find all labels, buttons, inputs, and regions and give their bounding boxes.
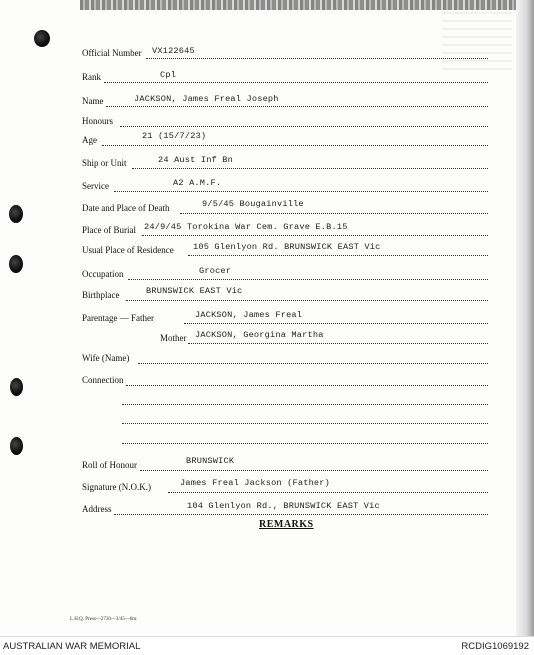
- rank-value: Cpl: [160, 70, 177, 80]
- bleed-through-text: [442, 10, 512, 70]
- punch-hole-4: [10, 437, 23, 455]
- occupation-value: Grocer: [199, 266, 232, 276]
- usual-residence-label: Usual Place of Residence: [82, 245, 174, 255]
- signature-line: [168, 491, 488, 493]
- wife-line: [138, 362, 488, 364]
- place-of-burial-value: 24/9/45 Torokina War Cem. Grave E.B.15: [144, 222, 348, 232]
- birthplace-value: BRUNSWICK EAST Vic: [146, 286, 243, 296]
- father-label: Parentage — Father: [82, 313, 154, 323]
- ship-or-unit-value: 24 Aust Inf Bn: [158, 155, 233, 165]
- connection-line-1: [126, 384, 488, 386]
- archive-name: AUSTRALIAN WAR MEMORIAL: [3, 641, 141, 652]
- birthplace-line: [126, 299, 488, 301]
- age-value: 21 (15/7/23): [142, 131, 207, 141]
- rank-label: Rank: [82, 72, 101, 82]
- mother-line: [188, 342, 488, 344]
- archive-footer: [0, 636, 534, 655]
- remarks-heading: REMARKS: [259, 519, 314, 530]
- roll-of-honour-label: Roll of Honour: [82, 460, 137, 470]
- father-line: [184, 322, 488, 324]
- official-number-value: VX122645: [152, 46, 195, 56]
- service-line: [114, 190, 488, 192]
- roll-of-honour-line: [140, 469, 488, 471]
- connection-line-2: [122, 403, 488, 405]
- birthplace-label: Birthplace: [82, 290, 120, 300]
- printer-code: L.H.Q. Press—2730—3/45—6m.: [70, 617, 138, 622]
- record-id: RCDIG1069192: [461, 641, 529, 652]
- punch-hole-2: [9, 255, 23, 273]
- date-place-death-value: 9/5/45 Bougainville: [202, 199, 304, 209]
- occupation-line: [128, 278, 488, 280]
- signature-label: Signature (N.O.K.): [82, 482, 151, 492]
- father-value: JACKSON, James Freal: [195, 310, 303, 320]
- date-place-death-label: Date and Place of Death: [82, 203, 170, 213]
- usual-residence-value: 105 Glenlyon Rd. BRUNSWICK EAST Vic: [193, 242, 381, 252]
- connection-line-3: [122, 422, 488, 424]
- date-place-death-line: [180, 212, 488, 214]
- service-value: A2 A.M.F.: [173, 178, 222, 188]
- scan-edge-strip: [80, 0, 520, 10]
- wife-label: Wife (Name): [82, 353, 130, 363]
- address-line: [114, 513, 488, 515]
- place-of-burial-line: [142, 234, 488, 236]
- connection-line-4: [122, 442, 488, 444]
- punch-hole-1: [9, 205, 23, 223]
- page-edge-shadow: [516, 0, 534, 636]
- ship-or-unit-label: Ship or Unit: [82, 158, 127, 168]
- mother-label: Mother: [160, 333, 187, 343]
- usual-residence-line: [188, 254, 488, 256]
- address-label: Address: [82, 504, 112, 514]
- honours-line: [120, 125, 488, 127]
- punch-hole-top: [34, 30, 50, 47]
- punch-hole-3: [10, 378, 23, 396]
- roll-of-honour-value: BRUNSWICK: [186, 456, 235, 466]
- rank-line: [104, 81, 488, 83]
- ship-or-unit-line: [132, 167, 488, 169]
- age-line: [102, 144, 488, 146]
- age-label: Age: [82, 135, 97, 145]
- service-label: Service: [82, 181, 109, 191]
- signature-value: James Freal Jackson (Father): [180, 478, 330, 488]
- connection-label: Connection: [82, 375, 124, 385]
- official-number-label: Official Number: [82, 48, 142, 58]
- name-line: [106, 105, 488, 107]
- official-number-line: [146, 57, 488, 59]
- name-label: Name: [82, 96, 104, 106]
- address-value: 104 Glenlyon Rd., BRUNSWICK EAST Vic: [187, 501, 380, 511]
- name-value: JACKSON, James Freal Joseph: [134, 94, 279, 104]
- honours-label: Honours: [82, 116, 113, 126]
- place-of-burial-label: Place of Burial: [82, 225, 136, 235]
- mother-value: JACKSON, Georgina Martha: [195, 330, 324, 340]
- occupation-label: Occupation: [82, 269, 124, 279]
